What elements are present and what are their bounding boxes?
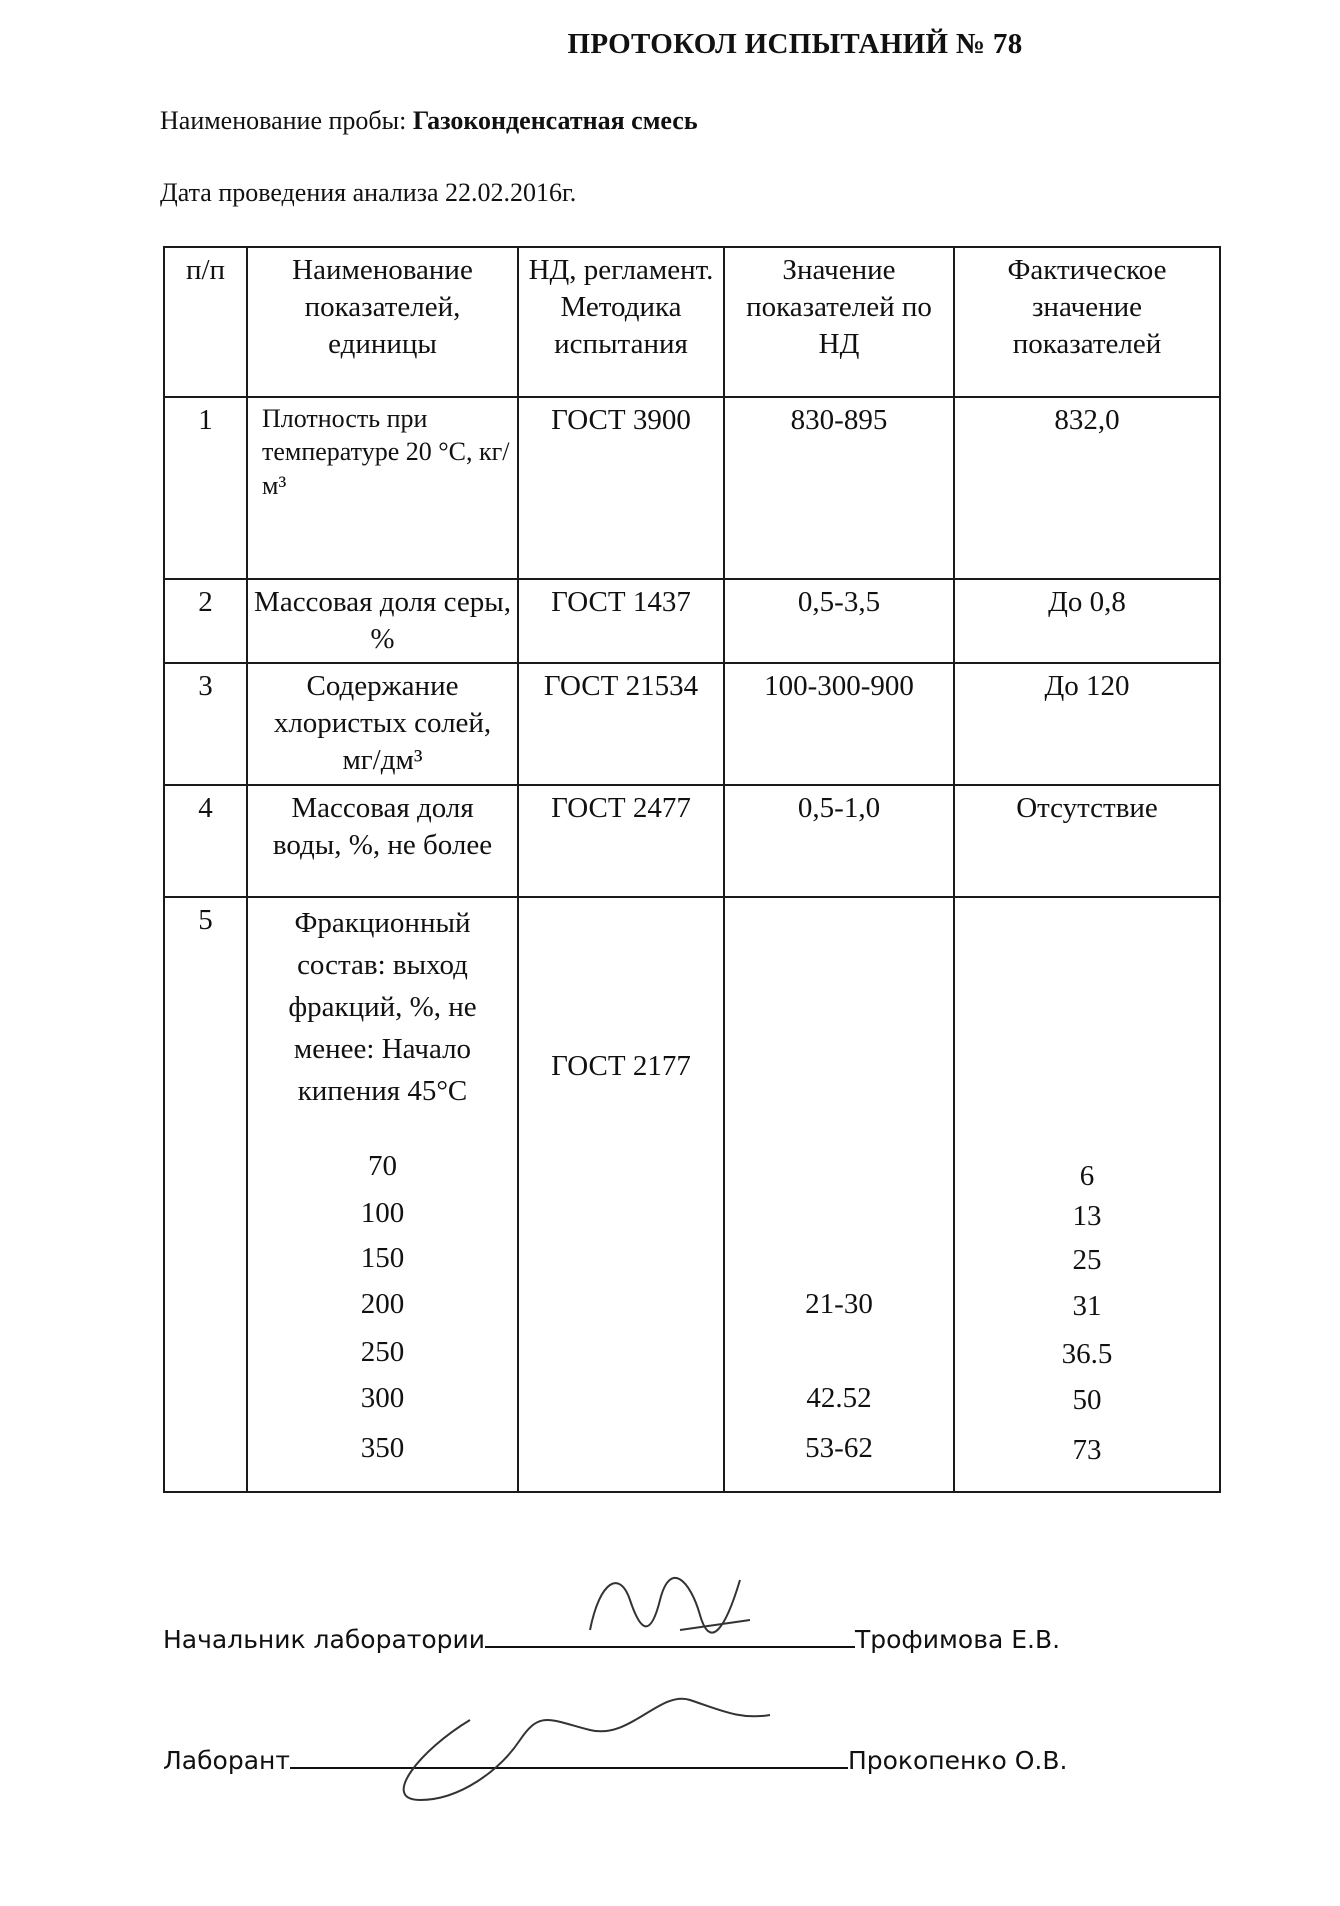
row-name: Плотность при температуре 20 °С, кг/м³ xyxy=(247,397,518,579)
table-row xyxy=(164,579,1220,663)
row-actual: Отсутствие xyxy=(954,785,1220,897)
head-name: Трофимова Е.В. xyxy=(855,1625,1061,1654)
row-num: 2 xyxy=(164,579,247,663)
row-name: Массовая доля воды, %, не более xyxy=(247,785,518,897)
row-norm: 100-300-900 xyxy=(724,663,954,784)
assistant-signature-scribble xyxy=(360,1660,780,1820)
row-num: 5 xyxy=(164,897,247,1492)
fraction-norm: 42.52 xyxy=(806,1381,872,1414)
table-row xyxy=(164,785,1220,897)
fraction-norms-cell xyxy=(724,897,954,1492)
row-nd: ГОСТ 21534 xyxy=(518,663,724,784)
row-num: 1 xyxy=(164,397,247,579)
header-actual: Фактическое значение показателей xyxy=(954,247,1220,397)
head-label: Начальник лаборатории xyxy=(163,1625,485,1654)
row-nd: ГОСТ 2477 xyxy=(518,785,724,897)
sample-label: Наименование пробы: xyxy=(160,106,407,135)
fraction-name-cell xyxy=(247,897,518,1492)
row-actual: 832,0 xyxy=(954,397,1220,579)
fraction-actuals-cell xyxy=(954,897,1220,1492)
fraction-norm: 21-30 xyxy=(805,1287,873,1320)
fraction-temp: 250 xyxy=(360,1335,405,1368)
header-nd: НД, регламент. Методика испытания xyxy=(518,247,724,397)
row-name: Содержание хлористых солей, мг/дм³ xyxy=(247,663,518,784)
analysis-date: Дата проведения анализа 22.02.2016г. xyxy=(160,178,577,207)
row-nd: ГОСТ 1437 xyxy=(518,579,724,663)
fraction-temp: 300 xyxy=(360,1381,405,1414)
table-header-row xyxy=(164,247,1220,397)
fraction-nd-cell xyxy=(518,897,724,1492)
assistant-label: Лаборант xyxy=(163,1746,290,1775)
results-table xyxy=(163,246,1221,1493)
fraction-temp: 70 xyxy=(368,1149,397,1182)
row-nd: ГОСТ 3900 xyxy=(518,397,724,579)
row-num: 3 xyxy=(164,663,247,784)
fraction-actual: 13 xyxy=(1072,1199,1102,1232)
row-name: Массовая доля серы, % xyxy=(247,579,518,663)
row-actual: До 120 xyxy=(954,663,1220,784)
table-row xyxy=(164,663,1220,784)
fraction-name: Фракционный состав: выход фракций, %, не менее: Начало кипения 45°С xyxy=(288,906,477,1107)
fraction-norm: 53-62 xyxy=(805,1431,873,1464)
header-norm: Значение показателей по НД xyxy=(724,247,954,397)
fraction-actual: 6 xyxy=(1079,1159,1095,1192)
fraction-temp: 200 xyxy=(360,1287,405,1320)
table-row xyxy=(164,397,1220,579)
row-num: 4 xyxy=(164,785,247,897)
head-signature-scribble xyxy=(560,1560,760,1670)
document-title: ПРОТОКОЛ ИСПЫТАНИЙ № 78 xyxy=(567,28,1023,60)
fraction-actual: 25 xyxy=(1072,1243,1102,1276)
row-actual: До 0,8 xyxy=(954,579,1220,663)
assistant-name: Прокопенко О.В. xyxy=(847,1746,1068,1775)
row-norm: 830-895 xyxy=(724,397,954,579)
fraction-actual: 31 xyxy=(1072,1289,1102,1322)
fraction-temp: 100 xyxy=(360,1196,405,1229)
header-num: п/п xyxy=(164,247,247,397)
row-norm: 0,5-3,5 xyxy=(724,579,954,663)
fraction-actual: 36.5 xyxy=(1061,1337,1113,1370)
header-name: Наименование показателей, единицы xyxy=(247,247,518,397)
fraction-temp: 150 xyxy=(360,1241,405,1274)
fraction-temp: 350 xyxy=(360,1431,405,1464)
sample-line xyxy=(160,106,698,136)
fraction-nd: ГОСТ 2177 xyxy=(551,1049,691,1082)
fraction-row xyxy=(164,897,1220,1492)
sample-value: Газоконденсатная смесь xyxy=(412,106,698,135)
fraction-actual: 50 xyxy=(1072,1383,1102,1416)
row-norm: 0,5-1,0 xyxy=(724,785,954,897)
fraction-actual: 73 xyxy=(1072,1433,1102,1466)
